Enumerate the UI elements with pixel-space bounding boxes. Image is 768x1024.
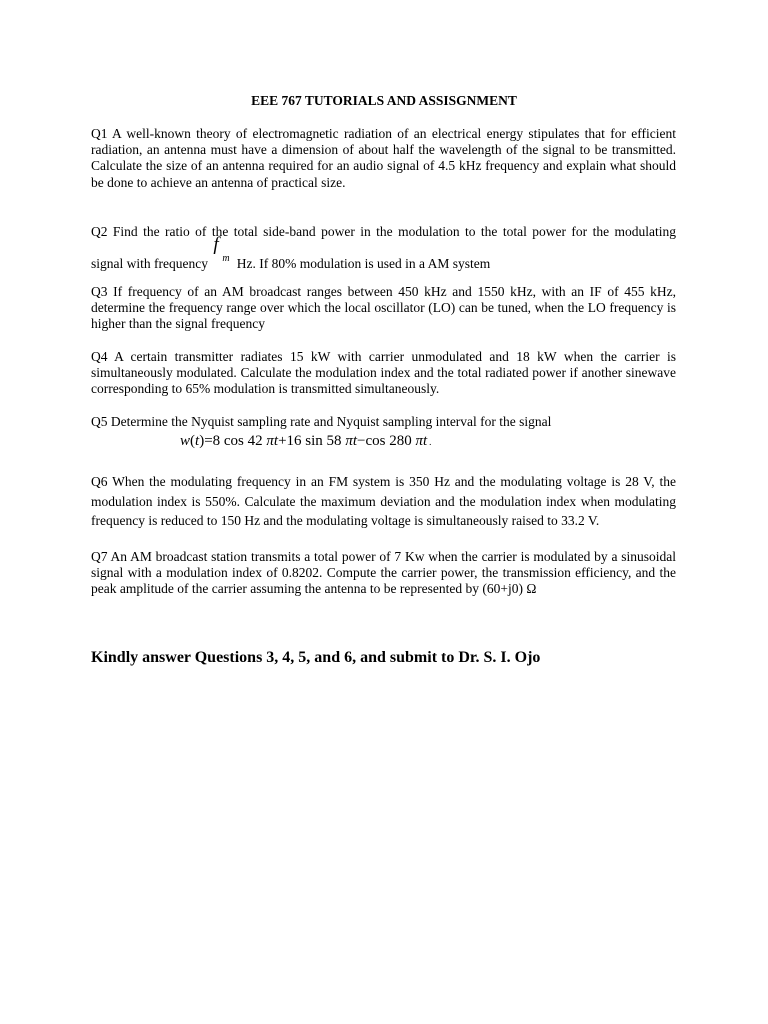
formula-pi-t-3: πt [415,433,428,449]
formula-lparen: ( [190,433,196,449]
formula-t: t [195,433,200,449]
question-2 [91,224,676,273]
formula-pi-t-2: πt [345,433,357,449]
formula-part-2: +16 sin 58 [278,433,346,449]
question-1: Q1 A well-known theory of electromagnetic radiation of an electrical energy stipulates that for efficient radiation, an antenna must have a dimension of about half the wavelength of the signal to be transmitted. Calculate the size of an antenna required for an audio signal of 4.5 kHz frequency and explain what should be done to achieve an antenna of practical size. [91,126,676,190]
fm-symbol-subscript: m [222,253,230,264]
question-2-line-2-start: signal with frequency [91,256,208,271]
question-4: Q4 A certain transmitter radiates 15 kW with carrier unmodulated and 18 kW when the carrier is simultaneously modulated. Calculate the modulation index and the total radiated power if another sinewave corresponding to 65% modulation is transmitted simultaneously. [91,349,676,397]
question-3: Q3 If frequency of an AM broadcast ranges between 450 kHz and 1550 kHz, with an IF of 455 kHz, determine the frequency range over which the local oscillator (LO) can be tuned, when the LO frequency is higher than the signal frequency [91,284,676,332]
closing-instruction: Kindly answer Questions 3, 4, 5, and 6, and submit to Dr. S. I. Ojo [91,649,541,666]
formula-rparen: ) [199,433,205,449]
formula-dot: . [429,437,432,447]
formula-part-3: −cos 280 [357,433,416,449]
formula-pi-t-1: πt [266,433,279,449]
question-7: Q7 An AM broadcast station transmits a total power of 7 Kw when the carrier is modulated by a sinusoidal signal with a modulation index of 0.8202. Compute the carrier power, the transmission efficiency, and the peak amplitude of the carrier assuming the antenna to be represented by (60+j0) Ω [91,549,676,597]
fm-symbol [211,234,233,268]
question-2-line-2-end: Hz. If 80% modulation is used in a AM system [236,256,491,271]
signal-formula [180,432,431,451]
question-2-line-1: Q2 Find the ratio of the total side-band power in the modulation to the total power for the modulating [91,224,676,239]
fm-symbol-f: f [213,234,219,255]
formula-w: w [180,433,191,449]
question-2-line-2 [91,234,676,273]
document-title: EEE 767 TUTORIALS AND ASSISGNMENT [251,93,517,108]
formula-part-1: =8 cos 42 [204,433,267,449]
question-6: Q6 When the modulating frequency in an FM system is 350 Hz and the modulating voltage is 28 V, the modulation index is 550%. Calculate the maximum deviation and the modulation index when modulating frequency is reduced to 150 Hz and the modulating voltage is simultaneously raised to 33.2 V. [91,474,676,528]
question-5: Q5 Determine the Nyquist sampling rate and Nyquist sampling interval for the signal [91,414,552,429]
